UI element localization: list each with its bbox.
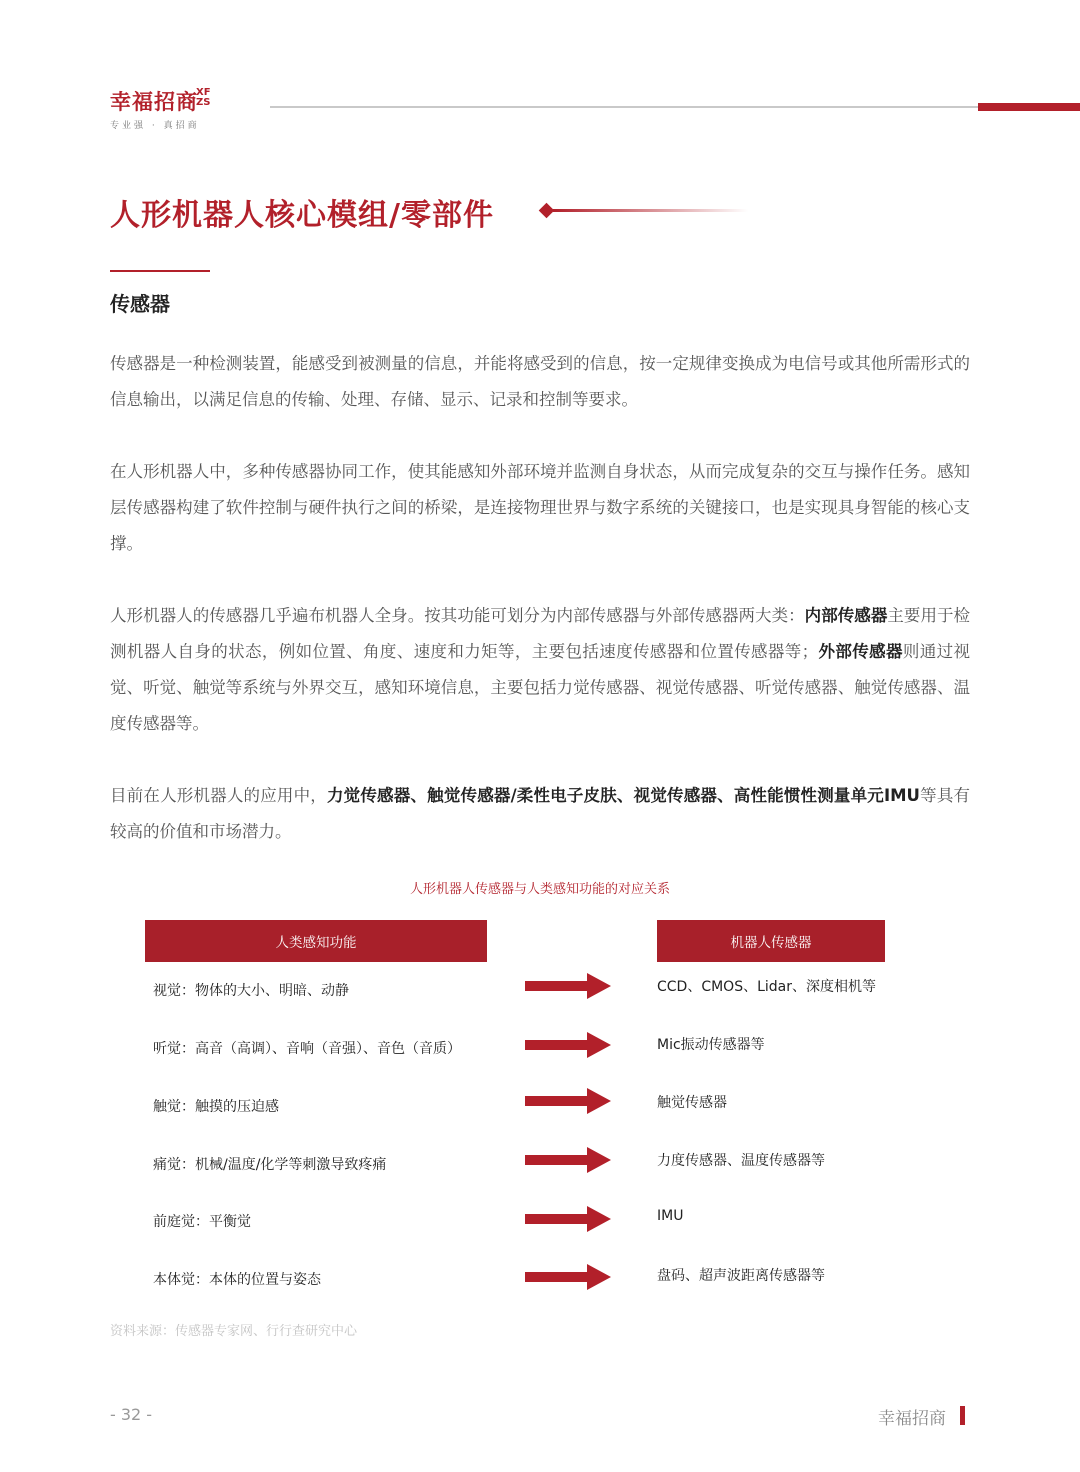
diagram-robot-item: 触觉传感器: [657, 1095, 727, 1111]
paragraph-1: 传感器是一种检测装置，能感受到被测量的信息，并能将感受到的信息，按一定规律变换成为电信号或其他所需形式的信息输出，以满足信息的传输、处理、存储、显示、记录和控制等要求。: [110, 354, 970, 409]
subsection-rule: [110, 270, 210, 272]
title-diamond-icon: [539, 203, 555, 219]
paragraph-4-bold: 力觉传感器、触觉传感器/柔性电子皮肤、视觉传感器、高性能惯性测量单元IMU: [326, 786, 920, 805]
right-arrow-icon: [525, 1032, 611, 1058]
right-arrow-icon: [525, 1206, 611, 1232]
diagram-title: 人形机器人传感器与人类感知功能的对应关系: [409, 882, 670, 897]
brand-logo-mark: XF ZS: [196, 87, 211, 108]
diagram-header-robot: 机器人传感器: [657, 920, 885, 962]
diagram-human-item: 视觉：物体的大小、明暗、动静: [153, 983, 349, 999]
header-rule: [270, 106, 982, 108]
diagram-robot-item: Mic振动传感器等: [657, 1037, 765, 1053]
diagram-human-item: 触觉：触摸的压迫感: [153, 1099, 279, 1115]
paragraph-4-text-c: 等具有较高的价值和市场潜力。: [110, 786, 971, 841]
title-decor-line: [553, 209, 748, 212]
paragraph-2: 在人形机器人中，多种传感器协同工作，使其能感知外部环境并监测自身状态，从而完成复杂的交互与操作任务。感知层传感器构建了软件控制与硬件执行之间的桥梁，是连接物理世界与数字系统的关键接口，也是实现具身智能的核心支撑。: [110, 462, 970, 553]
paragraph-3-bold-external: 外部传感器: [818, 642, 903, 661]
section-title: 人形机器人核心模组/零部件: [110, 198, 494, 233]
right-arrow-icon: [525, 973, 611, 999]
paragraph-3-text-a: 人形机器人的传感器几乎遍布机器人全身。按其功能可划分为内部传感器与外部传感器两大类：: [110, 606, 805, 625]
diagram-robot-item: 力度传感器、温度传感器等: [657, 1153, 825, 1169]
right-arrow-icon: [525, 1147, 611, 1173]
diagram-robot-item: 盘码、超声波距离传感器等: [657, 1268, 825, 1284]
page-number: - 32 -: [110, 1405, 153, 1424]
diagram-human-item: 痛觉：机械/温度/化学等刺激导致疼痛: [153, 1157, 387, 1173]
paragraph-3-bold-internal: 内部传感器: [804, 606, 888, 625]
diagram-human-item: 前庭觉：平衡觉: [153, 1214, 251, 1230]
diagram-human-item: 本体觉：本体的位置与姿态: [153, 1272, 321, 1288]
diagram-robot-item: IMU: [657, 1208, 684, 1224]
paragraph-3-text-c: 主要用于检测机器人自身的状态，例如位置、角度、速度和力矩等，主要包括速度传感器和位置传感器等；: [110, 606, 971, 661]
right-arrow-icon: [525, 1264, 611, 1290]
diagram-human-item: 听觉：高音（高调）、音响（音强）、音色（音质）: [153, 1041, 461, 1057]
paragraph-3-text-e: 则通过视觉、听觉、触觉等系统与外界交互，感知环境信息，主要包括力觉传感器、视觉传感器、听觉传感器、触觉传感器、温度传感器等。: [110, 642, 971, 733]
source-note: 资料来源：传感器专家网、行行查研究中心: [110, 1324, 358, 1339]
diagram-robot-item: CCD、CMOS、Lidar、深度相机等: [657, 979, 877, 995]
diagram-header-human: 人类感知功能: [145, 920, 487, 962]
paragraph-4: [110, 778, 970, 850]
footer-brand: 幸福招商: [878, 1409, 946, 1429]
paragraph-3: [110, 598, 970, 742]
header-accent-bar: [978, 103, 1080, 111]
brand-logo-text: 幸福招商: [110, 90, 198, 114]
paragraph-4-text-a: 目前在人形机器人的应用中，: [110, 786, 327, 805]
right-arrow-icon: [525, 1088, 611, 1114]
brand-slogan: 专业强 · 真招商: [110, 121, 200, 131]
footer-accent-bar: [960, 1406, 965, 1425]
subsection-title: 传感器: [110, 292, 170, 316]
